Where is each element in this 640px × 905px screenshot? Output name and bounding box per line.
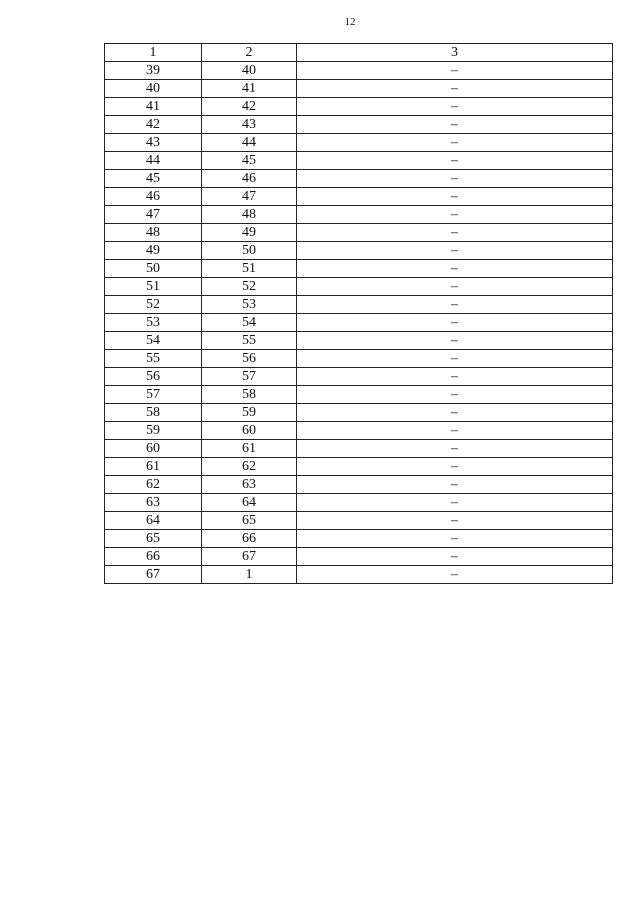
table-cell-col-3: –: [297, 152, 613, 170]
table-cell-col-3: –: [297, 116, 613, 134]
table-cell-col-2: 46: [202, 170, 297, 188]
table-cell-col-1: 53: [105, 314, 202, 332]
table-cell-col-3: –: [297, 296, 613, 314]
table-row: [105, 548, 613, 566]
table-row: [105, 512, 613, 530]
table-cell-col-3: –: [297, 188, 613, 206]
table-row: [105, 350, 613, 368]
table-cell-col-1: 45: [105, 170, 202, 188]
table-row: [105, 116, 613, 134]
table-cell-col-2: 52: [202, 278, 297, 296]
table-cell-col-2: 64: [202, 494, 297, 512]
table-cell-col-2: 50: [202, 242, 297, 260]
table-cell-col-1: 49: [105, 242, 202, 260]
table-row: [105, 296, 613, 314]
table-cell-col-3: –: [297, 260, 613, 278]
table-cell-col-3: –: [297, 170, 613, 188]
table-cell-col-3: –: [297, 476, 613, 494]
column-header-3: 3: [297, 44, 613, 62]
table-cell-col-3: –: [297, 242, 613, 260]
table-cell-col-2: 65: [202, 512, 297, 530]
page-number: 12: [344, 16, 356, 28]
table-row: [105, 494, 613, 512]
table-row: [105, 188, 613, 206]
table-cell-col-1: 47: [105, 206, 202, 224]
table-row: [105, 260, 613, 278]
table-cell-col-1: 62: [105, 476, 202, 494]
table-cell-col-1: 42: [105, 116, 202, 134]
table-cell-col-3: –: [297, 98, 613, 116]
table-cell-col-2: 55: [202, 332, 297, 350]
table-cell-col-2: 59: [202, 404, 297, 422]
table-cell-col-3: –: [297, 314, 613, 332]
table-cell-col-1: 41: [105, 98, 202, 116]
table-row: [105, 62, 613, 80]
table-row: [105, 134, 613, 152]
table-cell-col-3: –: [297, 494, 613, 512]
table-cell-col-3: –: [297, 512, 613, 530]
table-cell-col-3: –: [297, 332, 613, 350]
table-row: [105, 386, 613, 404]
table-cell-col-2: 53: [202, 296, 297, 314]
table-cell-col-1: 40: [105, 80, 202, 98]
table-cell-col-2: 57: [202, 368, 297, 386]
table-header-row: [105, 44, 613, 62]
table-cell-col-3: –: [297, 206, 613, 224]
table-row: [105, 314, 613, 332]
table-row: [105, 206, 613, 224]
table-row: [105, 152, 613, 170]
table-cell-col-1: 51: [105, 278, 202, 296]
table-cell-col-1: 56: [105, 368, 202, 386]
table-cell-col-1: 64: [105, 512, 202, 530]
table-cell-col-1: 57: [105, 386, 202, 404]
table-cell-col-3: –: [297, 134, 613, 152]
table-cell-col-1: 60: [105, 440, 202, 458]
table-row: [105, 476, 613, 494]
table-row: [105, 440, 613, 458]
table-cell-col-3: –: [297, 62, 613, 80]
table-row: [105, 422, 613, 440]
table-cell-col-2: 47: [202, 188, 297, 206]
table-cell-col-1: 65: [105, 530, 202, 548]
table-cell-col-3: –: [297, 278, 613, 296]
table-cell-col-2: 1: [202, 566, 297, 584]
table-row: [105, 224, 613, 242]
table-cell-col-1: 59: [105, 422, 202, 440]
table-cell-col-3: –: [297, 224, 613, 242]
table-cell-col-3: –: [297, 530, 613, 548]
table-cell-col-3: –: [297, 350, 613, 368]
table-cell-col-2: 45: [202, 152, 297, 170]
table-cell-col-3: –: [297, 566, 613, 584]
table-cell-col-3: –: [297, 404, 613, 422]
table-cell-col-2: 66: [202, 530, 297, 548]
table-cell-col-2: 54: [202, 314, 297, 332]
table-cell-col-1: 54: [105, 332, 202, 350]
table-cell-col-2: 51: [202, 260, 297, 278]
table-cell-col-3: –: [297, 440, 613, 458]
table-cell-col-1: 46: [105, 188, 202, 206]
table-cell-col-3: –: [297, 548, 613, 566]
table-header: [105, 44, 613, 62]
table-cell-col-3: –: [297, 80, 613, 98]
table-row: [105, 566, 613, 584]
table-cell-col-2: 42: [202, 98, 297, 116]
table-cell-col-1: 39: [105, 62, 202, 80]
column-header-2: 2: [202, 44, 297, 62]
table-cell-col-1: 63: [105, 494, 202, 512]
table-cell-col-3: –: [297, 422, 613, 440]
table-cell-col-1: 66: [105, 548, 202, 566]
table-cell-col-2: 61: [202, 440, 297, 458]
table-cell-col-1: 52: [105, 296, 202, 314]
table-row: [105, 170, 613, 188]
table-cell-col-2: 43: [202, 116, 297, 134]
table-cell-col-1: 61: [105, 458, 202, 476]
table-cell-col-1: 67: [105, 566, 202, 584]
table-row: [105, 368, 613, 386]
table-row: [105, 458, 613, 476]
table-cell-col-2: 58: [202, 386, 297, 404]
table-cell-col-2: 63: [202, 476, 297, 494]
table-row: [105, 530, 613, 548]
column-header-1: 1: [105, 44, 202, 62]
table-cell-col-2: 60: [202, 422, 297, 440]
table-cell-col-2: 67: [202, 548, 297, 566]
table-cell-col-1: 58: [105, 404, 202, 422]
table-row: [105, 80, 613, 98]
table-cell-col-1: 48: [105, 224, 202, 242]
table-row: [105, 332, 613, 350]
table-row: [105, 278, 613, 296]
table-cell-col-2: 49: [202, 224, 297, 242]
table-cell-col-2: 44: [202, 134, 297, 152]
table-cell-col-2: 62: [202, 458, 297, 476]
table-cell-col-2: 56: [202, 350, 297, 368]
table-row: [105, 404, 613, 422]
table-cell-col-1: 50: [105, 260, 202, 278]
table-cell-col-1: 43: [105, 134, 202, 152]
table-cell-col-2: 41: [202, 80, 297, 98]
table-cell-col-2: 48: [202, 206, 297, 224]
table-cell-col-1: 55: [105, 350, 202, 368]
table-cell-col-2: 40: [202, 62, 297, 80]
table-cell-col-3: –: [297, 368, 613, 386]
table-cell-col-3: –: [297, 458, 613, 476]
data-table: [104, 43, 613, 584]
table-row: [105, 242, 613, 260]
table-cell-col-1: 44: [105, 152, 202, 170]
table-body: [105, 62, 613, 584]
table-row: [105, 98, 613, 116]
table-cell-col-3: –: [297, 386, 613, 404]
